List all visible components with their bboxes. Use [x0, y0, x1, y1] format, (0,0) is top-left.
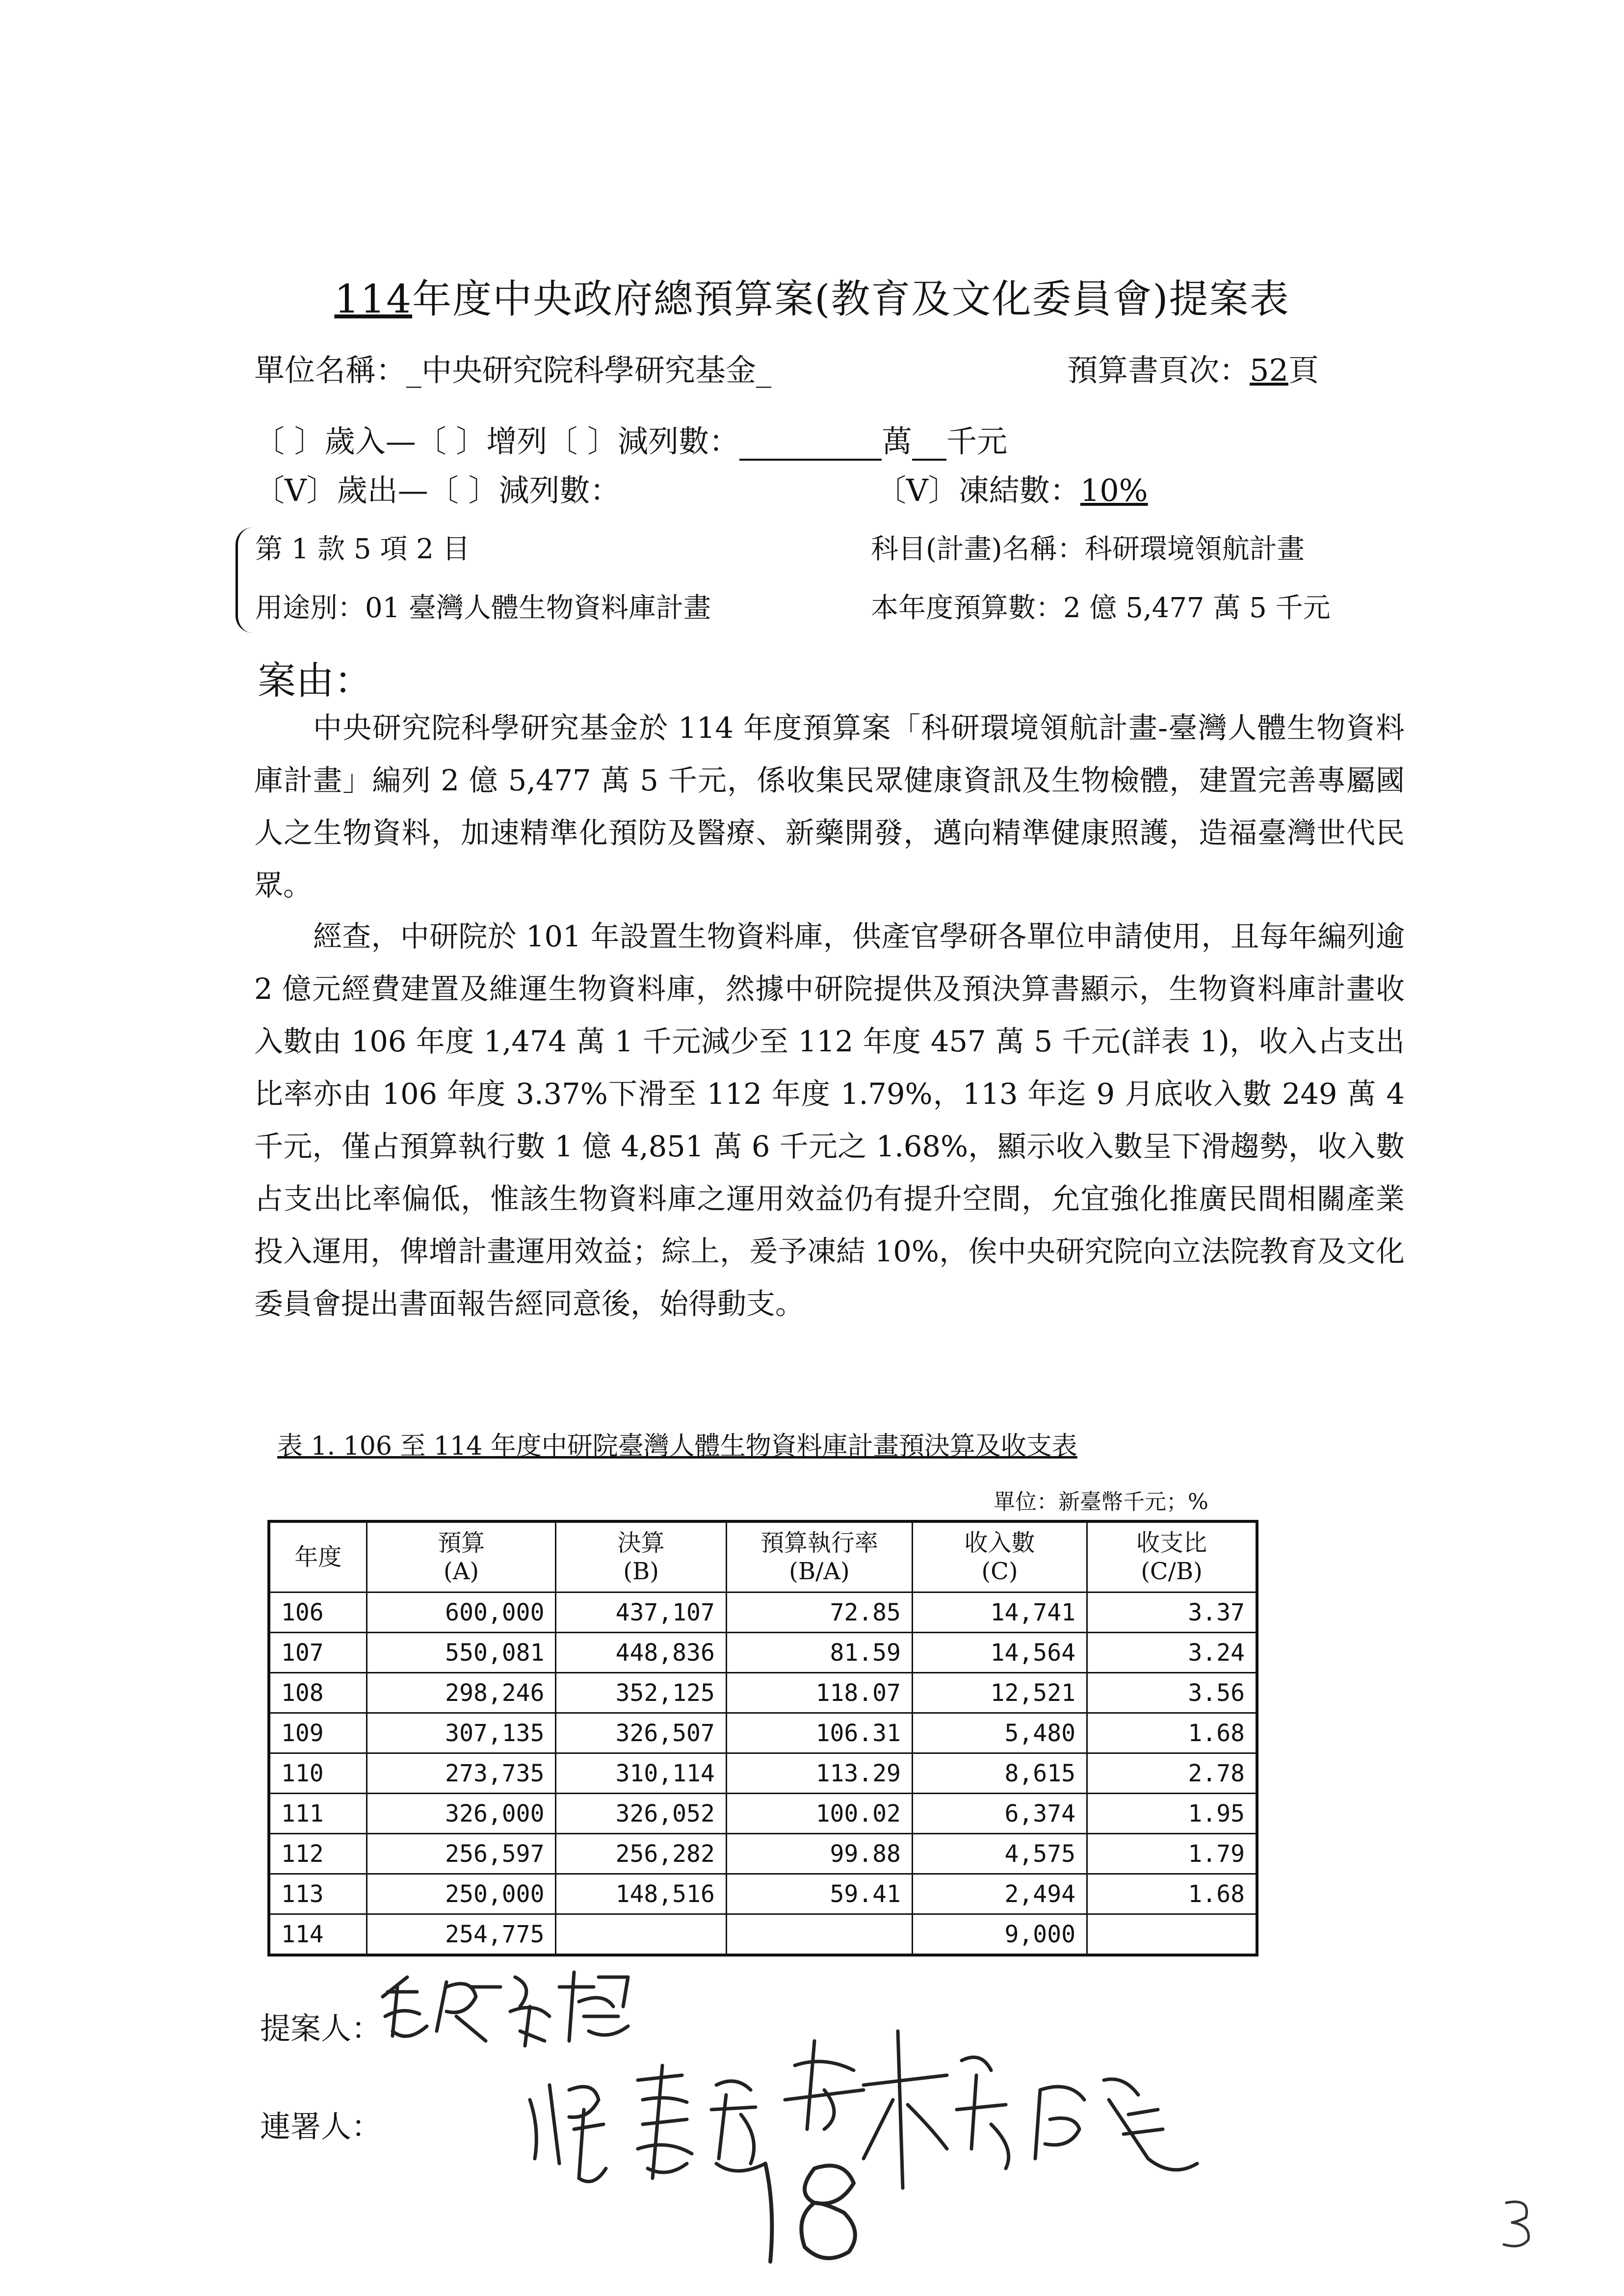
table-row — [269, 1633, 1257, 1673]
cell-budget: 273,735 — [367, 1753, 556, 1794]
col-header-ratio — [1087, 1521, 1257, 1592]
table-row — [269, 1794, 1257, 1834]
title-text: 年度中央政府總預算案(教育及文化委員會)提案表 — [412, 276, 1290, 322]
cell-budget: 550,081 — [367, 1633, 556, 1673]
header-sub: (C/B) — [1141, 1558, 1203, 1585]
table-row — [269, 1834, 1257, 1874]
cosigner-signature-strokes — [520, 2002, 1295, 2276]
cosigner-label: 連署人： — [260, 2109, 382, 2144]
cell-ratio: 3.24 — [1087, 1633, 1257, 1673]
cell-revenue: 14,564 — [912, 1633, 1087, 1673]
unit-line — [254, 346, 771, 390]
freeze-value: 10% — [1080, 472, 1148, 508]
cosigner-signatures — [520, 2002, 1295, 2276]
amount-blank — [739, 431, 882, 461]
cell-exec-rate: 113.29 — [726, 1753, 912, 1794]
cell-final: 310,114 — [556, 1753, 726, 1794]
cell-exec-rate: 106.31 — [726, 1713, 912, 1753]
cell-revenue: 2,494 — [912, 1874, 1087, 1914]
proposer-label: 提案人： — [260, 2010, 382, 2046]
cell-final: 448,836 — [556, 1633, 726, 1673]
title-year: 114 — [334, 276, 413, 322]
cell-exec-rate — [726, 1914, 912, 1956]
unit-label: 單位名稱： — [254, 352, 407, 388]
cell-budget: 307,135 — [367, 1713, 556, 1753]
cell-revenue: 8,615 — [912, 1753, 1087, 1794]
cell-budget: 256,597 — [367, 1834, 556, 1874]
cell-final: 326,052 — [556, 1794, 726, 1834]
cell-final — [556, 1914, 726, 1956]
thousand-blank — [912, 431, 946, 461]
table-unit: 單位：新臺幣千元；% — [994, 1489, 1208, 1514]
cell-exec-rate: 118.07 — [726, 1673, 912, 1713]
cell-ratio: 3.56 — [1087, 1673, 1257, 1713]
cell-budget: 250,000 — [367, 1874, 556, 1914]
freeze-label: 〔V〕凍結數： — [876, 472, 1080, 508]
cell-final: 326,507 — [556, 1713, 726, 1753]
cell-year: 106 — [269, 1592, 367, 1633]
cell-year: 112 — [269, 1834, 367, 1874]
cell-year: 111 — [269, 1794, 367, 1834]
header-sub: (B) — [623, 1558, 659, 1585]
cell-revenue: 5,480 — [912, 1713, 1087, 1753]
table-row — [269, 1753, 1257, 1794]
expenditure-option-line — [254, 466, 620, 510]
header-text: 年度 — [294, 1543, 342, 1571]
cell-exec-rate: 100.02 — [726, 1794, 912, 1834]
wan-unit: 萬 — [882, 423, 913, 459]
cell-final: 437,107 — [556, 1592, 726, 1633]
cell-ratio: 3.37 — [1087, 1592, 1257, 1633]
header-text: 收支比 — [1136, 1529, 1207, 1557]
page-mark-strokes — [1496, 2193, 1541, 2252]
header-text: 預算 — [438, 1529, 485, 1557]
cell-year: 114 — [269, 1914, 367, 1956]
cell-exec-rate: 72.85 — [726, 1592, 912, 1633]
header-text: 收入數 — [964, 1529, 1035, 1557]
revenue-option-line — [254, 417, 1007, 461]
col-header-final — [556, 1521, 726, 1592]
header-text: 預算執行率 — [760, 1529, 878, 1557]
cell-exec-rate: 59.41 — [726, 1874, 912, 1914]
col-header-budget — [367, 1521, 556, 1592]
cell-exec-rate: 99.88 — [726, 1834, 912, 1874]
unit-name: _中央研究院科學研究基金_ — [406, 352, 772, 388]
reason-paragraph-1: 中央研究院科學研究基金於 114 年度預算案「科研環境領航計畫-臺灣人體生物資料庫計畫」編列 2 億 5,477 萬 5 千元，係收集民眾健康資訊及生物檢體，建置完善專屬國人之生物資料，加速精準化預防及醫療、新藥開發，邁向精準健康照護，造福臺灣世代民眾。 — [254, 711, 1405, 902]
item-subject: 科目(計畫)名稱：科研環境領航計畫 — [871, 533, 1305, 565]
table-row — [269, 1914, 1257, 1956]
cell-revenue: 4,575 — [912, 1834, 1087, 1874]
document-title — [0, 267, 1624, 324]
revenue-option: 〔 〕歲入—〔 〕增列〔 〕減列數： — [254, 423, 740, 459]
item-section: 第 1 款 5 項 2 目 — [255, 533, 470, 565]
table-caption: 表 1. 106 至 114 年度中研院臺灣人體生物資料庫計畫預決算及收支表 — [277, 1432, 1077, 1461]
cell-year: 107 — [269, 1633, 367, 1673]
cell-budget: 600,000 — [367, 1592, 556, 1633]
header-sub: (A) — [444, 1558, 479, 1585]
header-sub: (B/A) — [789, 1558, 850, 1585]
table-row — [269, 1673, 1257, 1713]
cell-final: 148,516 — [556, 1874, 726, 1914]
cell-ratio: 1.68 — [1087, 1874, 1257, 1914]
page-suffix: 頁 — [1288, 352, 1319, 388]
cell-revenue: 6,374 — [912, 1794, 1087, 1834]
cell-budget: 254,775 — [367, 1914, 556, 1956]
cell-revenue: 9,000 — [912, 1914, 1087, 1956]
item-budget: 本年度預算數：2 億 5,477 萬 5 千元 — [871, 592, 1331, 624]
handwritten-number — [765, 2164, 855, 2262]
handwritten-page-mark — [1496, 2193, 1541, 2252]
cell-ratio: 1.79 — [1087, 1834, 1257, 1874]
cell-year: 113 — [269, 1874, 367, 1914]
cell-year: 110 — [269, 1753, 367, 1794]
cell-exec-rate: 81.59 — [726, 1633, 912, 1673]
col-header-exec-rate — [726, 1521, 912, 1592]
table-row — [269, 1713, 1257, 1753]
header-sub: (C) — [981, 1558, 1018, 1585]
cell-ratio: 1.68 — [1087, 1713, 1257, 1753]
reason-paragraph-2: 經查，中研院於 101 年設置生物資料庫，供產官學研各單位申請使用，且每年編列逾 2 億元經費建置及維運生物資料庫，然據中研院提供及預決算書顯示，生物資料庫計畫收入數由 106 年度 1,474 萬 1 千元減少至 112 年度 457 萬 5 千元(詳表 1)，收入占支出比率亦由 106 年度 3.37%下滑至 112 年度 1.79%，113 年迄 9 月底收入數 249 萬 4 千元，僅占預算執行數 1 億 4,851 萬 6 千元之 1.68%，顯示收入數呈下滑趨勢，收入數占支出比率偏低，惟該生物資料庫之運用效益仍有提升空間，允宜強化推廣民間相關產業投入運用，俾增計畫運用效益；綜上，爰予凍結 10%，俟中央研究院向立法院教育及文化委員會提出書面報告經同意後，始得動支。 — [254, 919, 1405, 1321]
expenditure-option: 〔V〕歲出—〔 〕減列數： — [254, 472, 621, 508]
reason-heading: 案由： — [258, 659, 373, 703]
cell-revenue: 12,521 — [912, 1673, 1087, 1713]
cell-year: 108 — [269, 1673, 367, 1713]
cell-revenue: 14,741 — [912, 1592, 1087, 1633]
cell-budget: 326,000 — [367, 1794, 556, 1834]
header-text: 決算 — [617, 1529, 665, 1557]
table-row — [269, 1592, 1257, 1633]
cell-final: 256,282 — [556, 1834, 726, 1874]
cell-budget: 298,246 — [367, 1673, 556, 1713]
page-number: 52 — [1250, 352, 1288, 388]
item-usage: 用途別：01 臺灣人體生物資料庫計畫 — [255, 592, 711, 624]
budget-page-line — [1067, 346, 1319, 390]
table-row — [269, 1874, 1257, 1914]
cell-final: 352,125 — [556, 1673, 726, 1713]
freeze-line — [876, 466, 1148, 510]
col-header-year — [269, 1521, 367, 1592]
cell-ratio — [1087, 1914, 1257, 1956]
cell-year: 109 — [269, 1713, 367, 1753]
cell-ratio: 1.95 — [1087, 1794, 1257, 1834]
col-header-revenue — [912, 1521, 1087, 1592]
budget-table — [267, 1520, 1258, 1957]
table-header-row — [269, 1521, 1257, 1592]
cell-ratio: 2.78 — [1087, 1753, 1257, 1794]
item-bracket — [236, 527, 253, 633]
thousand-unit: 千元 — [946, 423, 1008, 459]
page-label: 預算書頁次： — [1067, 352, 1250, 388]
